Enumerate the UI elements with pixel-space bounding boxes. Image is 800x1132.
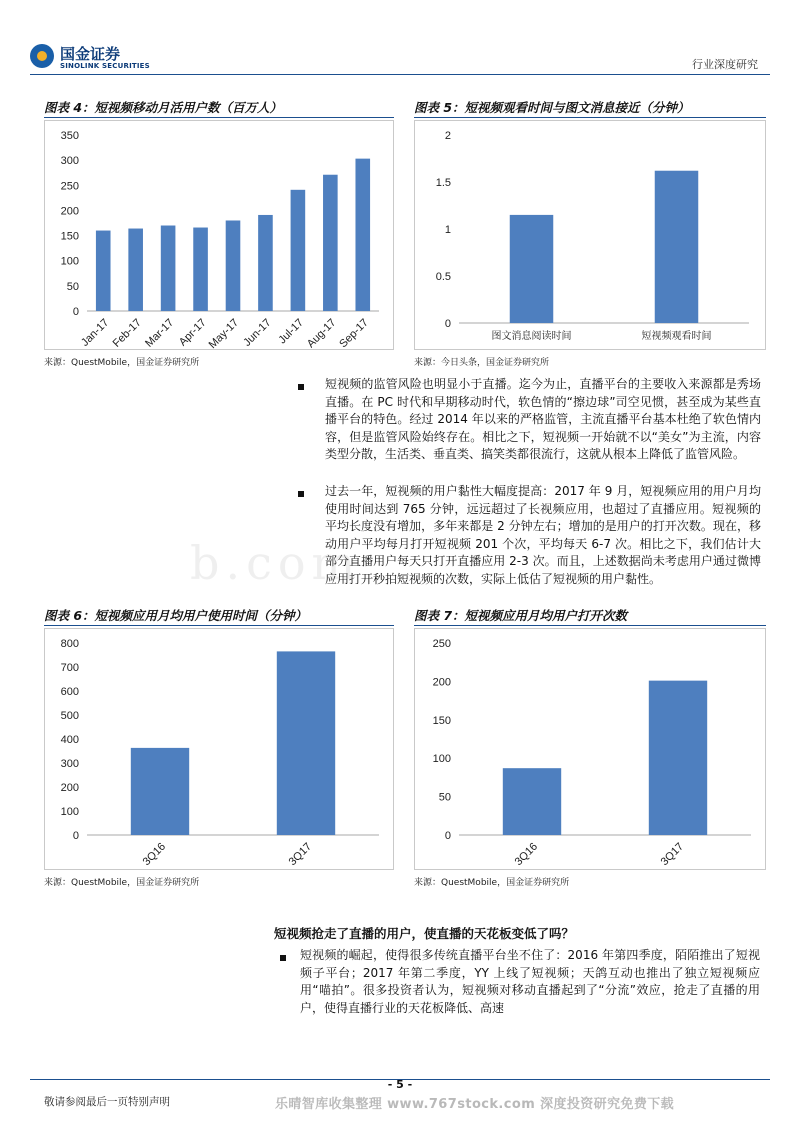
figure-7-rule: [414, 625, 766, 626]
paragraph-user-stickiness: 过去一年，短视频的用户黏性大幅度提高：2017 年 9 月，短视频应用的用户月均使用时间达到 765 分钟，远远超过了长视频应用，也超过了直播应用。短视频的平均长度没有增加，多年来都是 2 分钟左右；增加的是用户的打开次数。现在，移动用户平均每月打开短视频 201 个次，平均每天 6-7 次。相比之下，我们估计大部分直播用户每天只打开直播应用 2-3 次。而且，上述数据尚未考虑用户通过微博应用打开秒拍短视频的次数，实际上低估了短视频的用户黏性。: [325, 484, 761, 586]
figure-5-source: 来源：今日头条，国金证券研究所: [414, 358, 550, 368]
y-tick-label: 100: [60, 806, 79, 818]
y-tick-label: 200: [432, 676, 451, 689]
y-tick-label: 150: [60, 230, 79, 243]
figure-5-rule: [414, 117, 766, 118]
page-number: - 5 -: [387, 1078, 413, 1091]
figure-6-rule: [44, 625, 394, 626]
bar: [655, 171, 699, 323]
figure-5-title: 图表 5：短视频观看时间与图文消息接近（分钟）: [414, 100, 690, 115]
x-tick-label: Mar-17: [143, 316, 177, 349]
x-tick-label: Jul-17: [276, 316, 307, 347]
bullet-marker: [280, 955, 286, 961]
x-tick-label: Aug-17: [304, 316, 339, 349]
y-tick-label: 0.5: [435, 271, 451, 283]
x-tick-label: Apr-17: [176, 316, 209, 349]
x-tick-label: 3Q16: [512, 840, 541, 869]
bar: [503, 768, 561, 835]
y-tick-label: 300: [60, 758, 79, 770]
section-heading: 短视频抢走了直播的用户，使直播的天花板变低了吗？: [274, 926, 575, 941]
company-logo: [30, 44, 150, 74]
figure-5-bar-chart: [415, 121, 765, 349]
download-banner: 乐晴智库收集整理 www.767stock.com 深度投资研究免费下载: [275, 1097, 675, 1112]
bar: [510, 215, 554, 323]
figure-6-bar-chart: [45, 629, 393, 869]
figure-4-rule: [44, 117, 394, 118]
y-tick-label: 700: [60, 662, 79, 674]
bar: [291, 190, 306, 311]
bar: [128, 229, 143, 311]
y-tick-label: 350: [60, 130, 79, 142]
y-tick-label: 200: [60, 205, 79, 218]
disclaimer-note: 敬请参阅最后一页特别声明: [44, 1096, 170, 1108]
bar: [226, 220, 241, 311]
y-tick-label: 50: [66, 280, 79, 293]
figure-4-chart-frame: [44, 120, 394, 350]
figure-4-title: 图表 4：短视频移动月活用户数（百万人）: [44, 100, 283, 115]
x-tick-label: 3Q16: [140, 840, 169, 869]
y-tick-label: 250: [60, 180, 79, 193]
paragraph-short-video-rise: 短视频的崛起，使得很多传统直播平台坐不住了：2016 年第四季度，陌陌推出了短视频子平台；2017 年第二季度，YY 上线了短视频；天鸽互动也推出了独立短视频应用“喵拍”。很多投资者认为，短视频对移动直播起到了“分流”效应，抢走了直播的用户，使得直播行业的天花板降低、高速: [300, 948, 760, 1015]
y-tick-label: 100: [60, 255, 79, 268]
bar: [131, 748, 189, 835]
y-tick-label: 0: [72, 306, 79, 318]
y-tick-label: 500: [60, 710, 79, 722]
figure-4-source: 来源：QuestMobile，国金证券研究所: [44, 358, 200, 368]
bar: [649, 681, 707, 835]
logo-english-name: SINOLINK SECURITIES: [60, 62, 150, 70]
y-tick-label: 0: [444, 830, 451, 842]
y-tick-label: 2: [444, 130, 451, 142]
y-tick-label: 300: [60, 155, 79, 168]
y-tick-label: 800: [60, 638, 79, 650]
logo-chinese-name: 国金证券: [60, 45, 121, 63]
x-tick-label: Jun-17: [241, 316, 274, 349]
y-tick-label: 400: [60, 734, 79, 746]
x-tick-label: Sep-17: [337, 316, 371, 349]
x-tick-label: Feb-17: [110, 316, 144, 349]
header-divider: [30, 74, 770, 75]
paragraph-regulatory-risk: 短视频的监管风险也明显小于直播。迄今为止，直播平台的主要收入来源都是秀场直播。在 PC 时代和早期移动时代，软色情的“擦边球”司空见惯，甚至成为某些直播平台的特色。经过 2014 年以来的严格监管，主流直播平台基本杜绝了软色情内容，但是监管风险始终存在。相比之下，短视频一开始就不以“美女”为主流，内容类型分散，生活类、垂直类、搞笑类都很流行，这就从根本上降低了监管风险。: [325, 377, 761, 462]
figure-5-chart-frame: [414, 120, 766, 350]
x-tick-label: May-17: [206, 316, 242, 349]
bar: [193, 228, 208, 311]
y-tick-label: 100: [432, 753, 451, 766]
x-tick-label: 短视频观看时间: [641, 331, 712, 342]
figure-4-bar-chart: [45, 121, 393, 349]
x-tick-label: Jan-17: [79, 316, 112, 349]
figure-7-source: 来源：QuestMobile，国金证券研究所: [414, 878, 570, 888]
y-tick-label: 250: [432, 638, 451, 650]
figure-6-source: 来源：QuestMobile，国金证券研究所: [44, 878, 200, 888]
bar: [161, 226, 176, 311]
figure-7-chart-frame: [414, 628, 766, 870]
figure-6-title: 图表 6：短视频应用月均用户使用时间（分钟）: [44, 608, 308, 623]
bullet-marker: [298, 491, 304, 497]
x-tick-label: 3Q17: [658, 840, 687, 869]
figure-7-title: 图表 7：短视频应用月均用户打开次数: [414, 608, 628, 623]
figure-7-bar-chart: [415, 629, 765, 869]
y-tick-label: 0: [72, 830, 79, 842]
x-tick-label: 图文消息阅读时间: [491, 331, 572, 342]
y-tick-label: 1.5: [435, 177, 451, 189]
figure-6-chart-frame: [44, 628, 394, 870]
watermark: b.com: [190, 536, 362, 590]
bar: [96, 231, 111, 311]
x-tick-label: 3Q17: [286, 840, 315, 869]
y-tick-label: 150: [432, 714, 451, 727]
y-tick-label: 200: [60, 782, 79, 794]
y-tick-label: 600: [60, 686, 79, 698]
bullet-marker: [298, 384, 304, 390]
bar: [355, 159, 370, 311]
bar: [258, 215, 273, 311]
y-tick-label: 50: [438, 791, 451, 804]
y-tick-label: 0: [444, 318, 451, 330]
y-tick-label: 1: [444, 224, 451, 236]
bar: [277, 651, 335, 835]
bar: [323, 175, 338, 311]
logo-emblem-icon: [30, 44, 54, 68]
report-type: 行业深度研究: [692, 58, 758, 71]
